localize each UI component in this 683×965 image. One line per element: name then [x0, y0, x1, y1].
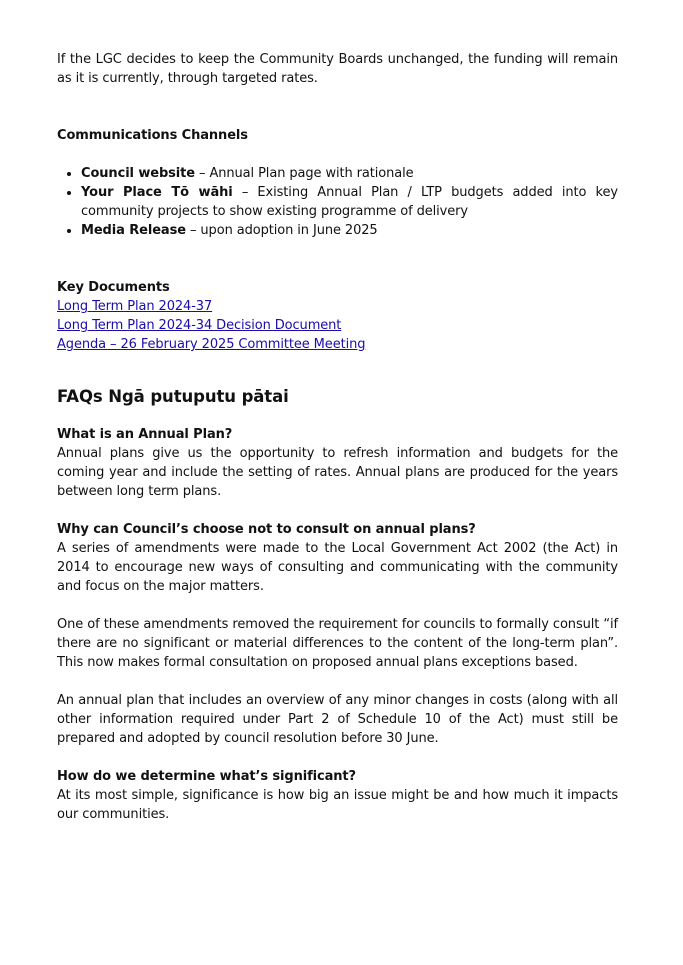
- channel-item: [81, 183, 618, 221]
- intro-paragraph: If the LGC decides to keep the Community Boards unchanged, the funding will remain as it is currently, through targeted rates.: [57, 52, 618, 86]
- faq-answer-consult-2: One of these amendments removed the requirement for councils to formally consult “if there are no significant or material differences to the content of the long-term plan”. This now makes formal consultation on proposed annual plans exceptions based.: [57, 617, 618, 670]
- channels-heading: Communications Channels: [57, 128, 248, 143]
- channel-item: [81, 221, 618, 240]
- document-body: [57, 50, 618, 824]
- channel-label: Your Place Tō wāhi: [81, 185, 233, 200]
- channel-text: – Existing Annual Plan / LTP budgets added into key community projects to show existing programme of delivery: [81, 185, 618, 219]
- faq-answer-annual-plan: Annual plans give us the opportunity to refresh information and budgets for the coming year and include the setting of rates. Annual plans are produced for the years between long term plans.: [57, 446, 618, 499]
- faq-question-consult: Why can Council’s choose not to consult on annual plans?: [57, 522, 476, 537]
- faqs-heading: FAQs Ngā putuputu pātai: [57, 387, 289, 406]
- channels-list: [57, 164, 618, 240]
- faq-answer-significant: At its most simple, significance is how big an issue might be and how much it impacts our communities.: [57, 788, 618, 822]
- channel-text: – upon adoption in June 2025: [185, 223, 378, 238]
- channel-text: – Annual Plan page with rationale: [194, 166, 414, 181]
- faq-answer-consult-3: An annual plan that includes an overview of any minor changes in costs (along with all other information required under Part 2 of Schedule 10 of the Act) must still be prepared and adopted by council resolution before 30 June.: [57, 693, 618, 746]
- faq-question-annual-plan: What is an Annual Plan?: [57, 427, 233, 442]
- channel-label: Media Release: [81, 223, 186, 238]
- channel-item: [81, 164, 618, 183]
- channel-label: Council website: [81, 166, 195, 181]
- decision-document-link[interactable]: Long Term Plan 2024-34 Decision Document: [57, 318, 342, 333]
- agenda-link[interactable]: Agenda – 26 February 2025 Committee Meeting: [57, 337, 366, 352]
- key-documents-links: [57, 297, 618, 354]
- long-term-plan-link[interactable]: Long Term Plan 2024-37: [57, 299, 213, 314]
- faq-answer-consult-1: A series of amendments were made to the Local Government Act 2002 (the Act) in 2014 to encourage new ways of consulting and communicating with the community and focus on the major matters.: [57, 541, 618, 594]
- faq-question-significant: How do we determine what’s significant?: [57, 769, 356, 784]
- key-documents-heading: Key Documents: [57, 280, 170, 295]
